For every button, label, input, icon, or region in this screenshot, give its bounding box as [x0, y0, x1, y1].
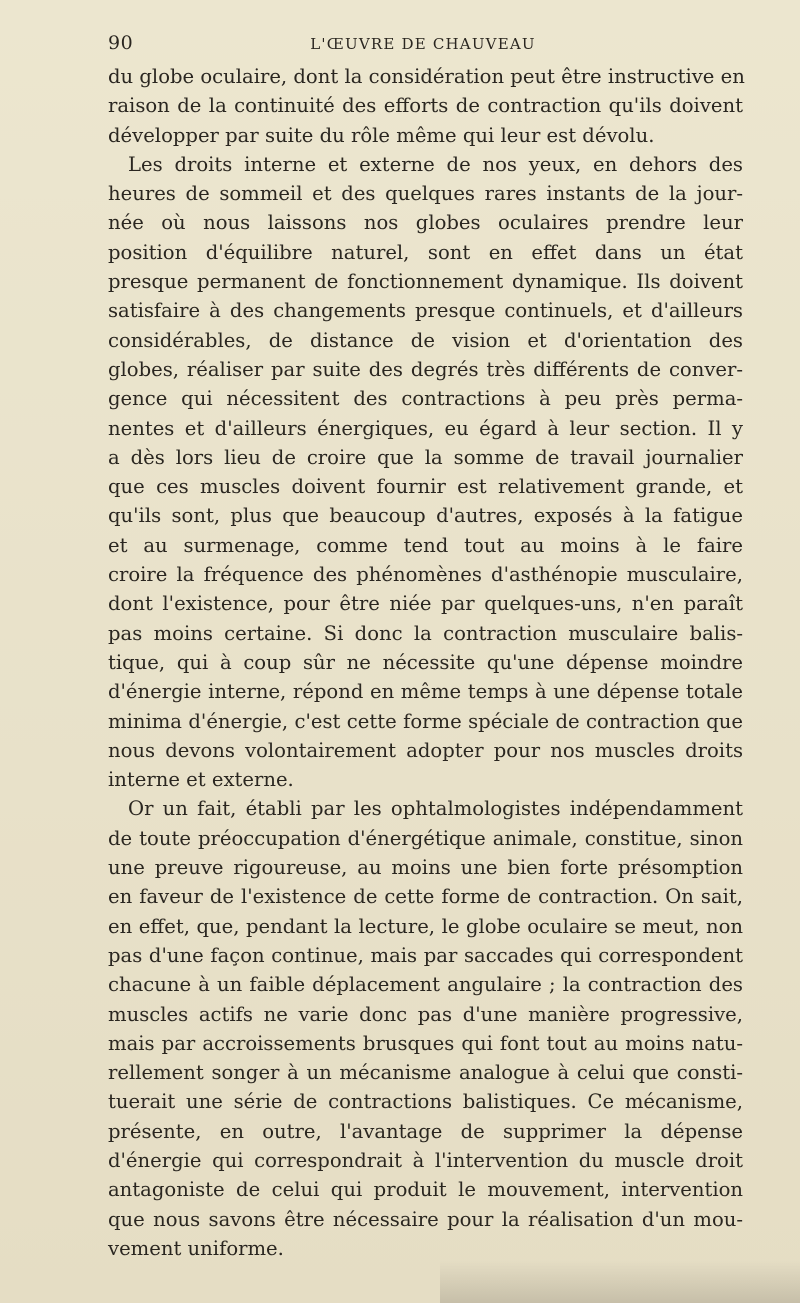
text-line: chacune à un faible déplacement angulaire ; la contraction des	[108, 973, 743, 997]
text-line: que nous savons être nécessaire pour la réalisation d'un mou-	[108, 1207, 743, 1231]
text-line: position d'équilibre naturel, sont en effet dans un état	[108, 240, 743, 264]
text-line: rellement songer à un mécanisme analogue à celui que consti-	[108, 1061, 743, 1085]
text-line: raison de la continuité des efforts de contraction qu'ils doivent	[108, 94, 743, 118]
text-line: pas d'une façon continue, mais par saccades qui correspondent	[108, 943, 743, 967]
text-line: qu'ils sont, plus que beaucoup d'autres, exposés à la fatigue	[108, 504, 743, 528]
text-line: gence qui nécessitent des contractions à peu près perma-	[108, 387, 743, 411]
running-head: L'ŒUVRE DE CHAUVEAU	[310, 35, 536, 53]
text-line: muscles actifs ne varie donc pas d'une manière progressive,	[108, 1002, 743, 1026]
text-line: a dès lors lieu de croire que la somme de travail journalier	[108, 445, 743, 469]
text-line: d'énergie qui correspondrait à l'intervention du muscle droit	[108, 1148, 743, 1172]
text-line: minima d'énergie, c'est cette forme spéciale de contraction que	[108, 709, 743, 733]
body-text	[108, 62, 743, 1263]
text-line: considérables, de distance de vision et d'orientation des	[108, 328, 743, 352]
text-line: présente, en outre, l'avantage de supprimer la dépense	[108, 1119, 743, 1143]
text-line: vement uniforme.	[108, 1236, 284, 1260]
text-line: née où nous laissons nos globes oculaires prendre leur	[108, 211, 743, 235]
page-header	[108, 32, 738, 58]
text-line: que ces muscles doivent fournir est relativement grande, et	[108, 475, 743, 499]
text-line: de toute préoccupation d'énergétique animale, constitue, sinon	[108, 826, 743, 850]
text-line: pas moins certaine. Si donc la contraction musculaire balis-	[108, 621, 743, 645]
text-line: d'énergie interne, répond en même temps à une dépense totale	[108, 680, 743, 704]
text-line: tique, qui à coup sûr ne nécessite qu'une dépense moindre	[108, 650, 743, 674]
text-line: mais par accroissements brusques qui font tout au moins natu-	[108, 1031, 743, 1055]
text-line: heures de sommeil et des quelques rares instants de la jour-	[108, 182, 743, 206]
text-line: dont l'existence, pour être niée par quelques-uns, n'en paraît	[108, 592, 743, 616]
text-line: une preuve rigoureuse, au moins une bien forte présomption	[108, 856, 743, 880]
text-line: du globe oculaire, dont la considération peut être instructive en	[108, 65, 745, 88]
text-line: et au surmenage, comme tend tout au moins à le faire	[108, 533, 743, 557]
page-edge-shadow	[440, 1260, 800, 1303]
text-line: tuerait une série de contractions balistiques. Ce mécanisme,	[108, 1090, 743, 1114]
text-line: développer par suite du rôle même qui leur est dévolu.	[108, 123, 655, 147]
text-line: presque permanent de fonctionnement dynamique. Ils doivent	[108, 270, 743, 294]
text-line: Les droits interne et externe de nos yeux, en dehors des	[128, 152, 743, 176]
text-line: croire la fréquence des phénomènes d'asthénopie musculaire,	[108, 563, 743, 587]
text-line: satisfaire à des changements presque continuels, et d'ailleurs	[108, 299, 743, 323]
text-line: en faveur de l'existence de cette forme de contraction. On sait,	[108, 885, 743, 909]
text-line: antagoniste de celui qui produit le mouvement, intervention	[108, 1178, 743, 1202]
text-line: interne et externe.	[108, 768, 294, 792]
text-line: Or un fait, établi par les ophtalmologistes indépendamment	[128, 797, 743, 821]
text-line: nentes et d'ailleurs énergiques, eu égard à leur section. Il y	[108, 416, 743, 440]
text-line: en effet, que, pendant la lecture, le globe oculaire se meut, non	[108, 914, 743, 938]
text-line: globes, réaliser par suite des degrés très différents de conver-	[108, 357, 743, 381]
page-number: 90	[108, 32, 134, 54]
text-line: nous devons volontairement adopter pour nos muscles droits	[108, 738, 743, 762]
